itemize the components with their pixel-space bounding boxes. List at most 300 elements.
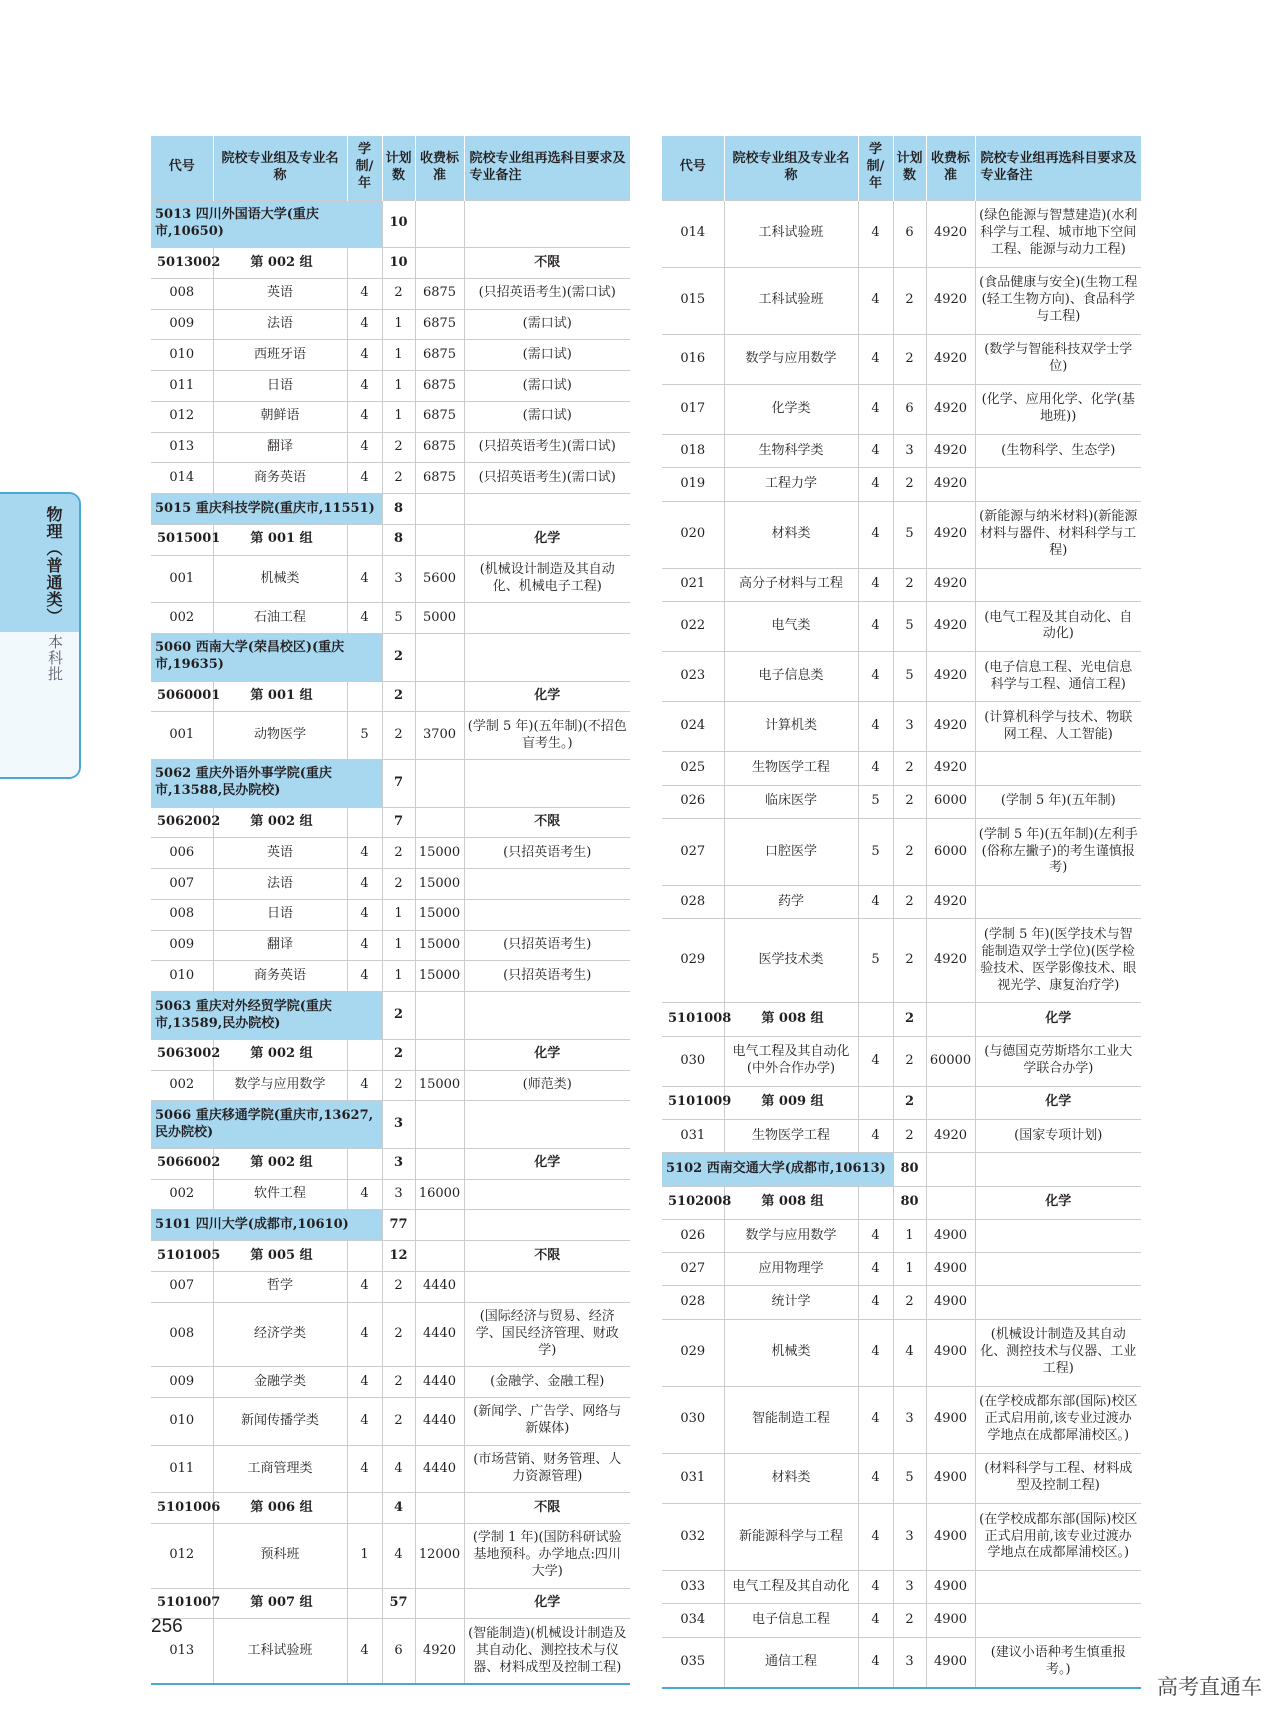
group-code: 5015001 bbox=[151, 524, 213, 555]
major-code: 006 bbox=[151, 838, 213, 869]
fee-cell bbox=[926, 1003, 975, 1036]
plan-count: 77 bbox=[382, 1210, 415, 1241]
tuition-fee: 6875 bbox=[415, 340, 464, 371]
years-cell bbox=[858, 1186, 893, 1219]
major-row bbox=[662, 568, 1141, 601]
major-note: (只招英语考生)(需口试) bbox=[464, 432, 630, 463]
header-code: 代号 bbox=[662, 136, 724, 200]
study-years: 4 bbox=[347, 555, 382, 603]
major-code: 018 bbox=[662, 434, 724, 467]
major-name: 电子信息工程 bbox=[724, 1604, 858, 1637]
major-name: 翻译 bbox=[213, 432, 347, 463]
group-row bbox=[662, 1186, 1141, 1219]
header-years: 学制/年 bbox=[347, 136, 382, 200]
major-code: 002 bbox=[151, 603, 213, 634]
group-code: 5101009 bbox=[662, 1086, 724, 1119]
major-code: 030 bbox=[662, 1036, 724, 1086]
study-years: 4 bbox=[858, 1571, 893, 1604]
header-plan: 计划数 bbox=[893, 136, 926, 200]
group-name: 第 001 组 bbox=[213, 524, 347, 555]
study-years: 4 bbox=[858, 1036, 893, 1086]
major-row bbox=[662, 1286, 1141, 1319]
plan-count: 2 bbox=[382, 1039, 415, 1070]
major-name: 生物医学工程 bbox=[724, 752, 858, 785]
major-code: 008 bbox=[151, 899, 213, 930]
fee-cell bbox=[415, 1039, 464, 1070]
major-note bbox=[975, 568, 1141, 601]
major-code: 009 bbox=[151, 1367, 213, 1398]
group-row bbox=[662, 1086, 1141, 1119]
study-years: 4 bbox=[347, 278, 382, 309]
side-tab-bottom bbox=[0, 632, 79, 777]
major-row bbox=[662, 1604, 1141, 1637]
major-name: 数学与应用数学 bbox=[213, 1070, 347, 1101]
major-note: (计算机科学与技术、物联网工程、人工智能) bbox=[975, 702, 1141, 752]
major-name: 英语 bbox=[213, 278, 347, 309]
plan-count: 2 bbox=[382, 432, 415, 463]
major-code: 010 bbox=[151, 1398, 213, 1446]
university-row bbox=[151, 760, 630, 808]
major-row bbox=[662, 1637, 1141, 1688]
major-name: 机械类 bbox=[724, 1319, 858, 1386]
university-row bbox=[151, 634, 630, 682]
plan-count: 6 bbox=[893, 200, 926, 267]
major-code: 030 bbox=[662, 1386, 724, 1453]
major-row bbox=[662, 652, 1141, 702]
major-code: 034 bbox=[662, 1604, 724, 1637]
study-years: 4 bbox=[347, 432, 382, 463]
tuition-fee: 15000 bbox=[415, 1070, 464, 1101]
plan-count: 1 bbox=[382, 371, 415, 402]
major-row bbox=[151, 1398, 630, 1446]
major-code: 014 bbox=[662, 200, 724, 267]
major-code: 010 bbox=[151, 340, 213, 371]
major-name: 日语 bbox=[213, 371, 347, 402]
group-row bbox=[151, 1493, 630, 1524]
group-row bbox=[151, 524, 630, 555]
tuition-fee: 16000 bbox=[415, 1179, 464, 1210]
major-note: (智能制造)(机械设计制造及其自动化、测控技术与仪器、材料成型及控制工程) bbox=[464, 1619, 630, 1684]
major-code: 019 bbox=[662, 468, 724, 501]
university-name: 5063 重庆对外经贸学院(重庆市,13589,民办院校) bbox=[151, 992, 382, 1040]
major-note bbox=[975, 1286, 1141, 1319]
tuition-fee: 6000 bbox=[926, 818, 975, 885]
major-code: 001 bbox=[151, 555, 213, 603]
major-name: 通信工程 bbox=[724, 1637, 858, 1688]
plan-count: 2 bbox=[893, 785, 926, 818]
tuition-fee: 4920 bbox=[926, 267, 975, 334]
study-years: 4 bbox=[858, 1119, 893, 1152]
major-note: (电气工程及其自动化、自动化) bbox=[975, 601, 1141, 651]
major-row bbox=[662, 785, 1141, 818]
tuition-fee: 5000 bbox=[415, 603, 464, 634]
major-row bbox=[151, 712, 630, 760]
plan-count: 5 bbox=[893, 501, 926, 568]
major-row bbox=[151, 603, 630, 634]
plan-count: 2 bbox=[893, 568, 926, 601]
major-row bbox=[151, 555, 630, 603]
tuition-fee: 4900 bbox=[926, 1571, 975, 1604]
major-name: 药学 bbox=[724, 886, 858, 919]
plan-count: 10 bbox=[382, 248, 415, 279]
university-row bbox=[151, 494, 630, 525]
major-name: 经济学类 bbox=[213, 1302, 347, 1367]
fee-cell bbox=[415, 1588, 464, 1619]
plan-count: 3 bbox=[893, 702, 926, 752]
major-name: 工程力学 bbox=[724, 468, 858, 501]
subject-requirement: 化学 bbox=[464, 1588, 630, 1619]
note-cell bbox=[464, 1210, 630, 1241]
plan-count: 2 bbox=[382, 463, 415, 494]
major-name: 软件工程 bbox=[213, 1179, 347, 1210]
tuition-fee: 4900 bbox=[926, 1503, 975, 1570]
major-row bbox=[662, 501, 1141, 568]
major-code: 028 bbox=[662, 886, 724, 919]
major-name: 电气类 bbox=[724, 601, 858, 651]
tuition-fee: 4920 bbox=[926, 919, 975, 1003]
major-name: 新闻传播学类 bbox=[213, 1398, 347, 1446]
major-row bbox=[151, 838, 630, 869]
plan-count: 3 bbox=[382, 1101, 415, 1149]
major-note bbox=[975, 468, 1141, 501]
major-note: (生物科学、生态学) bbox=[975, 434, 1141, 467]
plan-count: 4 bbox=[382, 1445, 415, 1493]
group-name: 第 002 组 bbox=[213, 1039, 347, 1070]
tuition-fee: 60000 bbox=[926, 1036, 975, 1086]
plan-count: 2 bbox=[893, 334, 926, 384]
plan-count: 2 bbox=[382, 1271, 415, 1302]
major-row bbox=[662, 752, 1141, 785]
major-note: (在学校成都东部(国际)校区正式启用前,该专业过渡办学地点在成都犀浦校区。) bbox=[975, 1386, 1141, 1453]
plan-count: 2 bbox=[382, 681, 415, 712]
study-years: 4 bbox=[858, 267, 893, 334]
plan-count: 3 bbox=[893, 1503, 926, 1570]
plan-count: 6 bbox=[382, 1619, 415, 1684]
years-cell bbox=[347, 1588, 382, 1619]
plan-count: 2 bbox=[382, 1367, 415, 1398]
major-note: (国家专项计划) bbox=[975, 1119, 1141, 1152]
major-note bbox=[464, 1179, 630, 1210]
major-note: (机械设计制造及其自动化、机械电子工程) bbox=[464, 555, 630, 603]
major-row bbox=[662, 1386, 1141, 1453]
plan-count: 1 bbox=[382, 340, 415, 371]
major-row bbox=[662, 1319, 1141, 1386]
years-cell bbox=[347, 1241, 382, 1272]
university-name: 5015 重庆科技学院(重庆市,11551) bbox=[151, 494, 382, 525]
major-row bbox=[151, 309, 630, 340]
study-years: 4 bbox=[347, 930, 382, 961]
tuition-fee: 3700 bbox=[415, 712, 464, 760]
group-code: 5062002 bbox=[151, 807, 213, 838]
plan-count: 2 bbox=[893, 1286, 926, 1319]
fee-cell bbox=[415, 634, 464, 682]
major-note: (绿色能源与智慧建造)(水利科学与工程、城市地下空间工程、能源与动力工程) bbox=[975, 200, 1141, 267]
major-note: (需口试) bbox=[464, 401, 630, 432]
plan-count: 2 bbox=[893, 1003, 926, 1036]
major-note: (金融学、金融工程) bbox=[464, 1367, 630, 1398]
group-row bbox=[151, 807, 630, 838]
fee-cell bbox=[415, 1101, 464, 1149]
major-row bbox=[151, 401, 630, 432]
major-row bbox=[662, 384, 1141, 434]
major-note: (学制 5 年)(五年制) bbox=[975, 785, 1141, 818]
major-code: 031 bbox=[662, 1119, 724, 1152]
major-row bbox=[662, 818, 1141, 885]
major-row bbox=[151, 1524, 630, 1589]
study-years: 4 bbox=[858, 334, 893, 384]
group-code: 5101008 bbox=[662, 1003, 724, 1036]
major-note bbox=[464, 869, 630, 900]
years-cell bbox=[347, 248, 382, 279]
note-cell bbox=[464, 200, 630, 248]
study-years: 4 bbox=[347, 1302, 382, 1367]
group-code: 5102008 bbox=[662, 1186, 724, 1219]
major-row bbox=[151, 1070, 630, 1101]
tuition-fee: 15000 bbox=[415, 930, 464, 961]
plan-count: 80 bbox=[893, 1153, 926, 1186]
fee-cell bbox=[415, 248, 464, 279]
major-name: 统计学 bbox=[724, 1286, 858, 1319]
major-name: 计算机类 bbox=[724, 702, 858, 752]
major-row bbox=[662, 702, 1141, 752]
subject-requirement: 化学 bbox=[464, 1148, 630, 1179]
subject-requirement: 化学 bbox=[464, 524, 630, 555]
major-note: (学制 5 年)(医学技术与智能制造双学士学位)(医学检验技术、医学影像技术、眼视光学、康复治疗学) bbox=[975, 919, 1141, 1003]
fee-cell bbox=[415, 1493, 464, 1524]
fee-cell bbox=[415, 494, 464, 525]
major-name: 动物医学 bbox=[213, 712, 347, 760]
plan-count: 2 bbox=[893, 1036, 926, 1086]
major-name: 生物科学类 bbox=[724, 434, 858, 467]
major-row bbox=[151, 278, 630, 309]
study-years: 4 bbox=[858, 752, 893, 785]
plan-count: 2 bbox=[382, 1398, 415, 1446]
study-years: 4 bbox=[858, 886, 893, 919]
group-code: 5063002 bbox=[151, 1039, 213, 1070]
plan-count: 2 bbox=[382, 992, 415, 1040]
major-row bbox=[662, 886, 1141, 919]
study-years: 4 bbox=[347, 899, 382, 930]
major-row bbox=[151, 432, 630, 463]
major-code: 024 bbox=[662, 702, 724, 752]
plan-count: 2 bbox=[382, 634, 415, 682]
fee-cell bbox=[415, 1210, 464, 1241]
major-code: 033 bbox=[662, 1571, 724, 1604]
tuition-fee: 4900 bbox=[926, 1319, 975, 1386]
study-years: 4 bbox=[858, 1253, 893, 1286]
major-code: 012 bbox=[151, 1524, 213, 1589]
major-note bbox=[464, 603, 630, 634]
major-name: 口腔医学 bbox=[724, 818, 858, 885]
fee-cell bbox=[415, 524, 464, 555]
major-row bbox=[662, 1571, 1141, 1604]
group-name: 第 008 组 bbox=[724, 1003, 858, 1036]
section-side-tab bbox=[0, 492, 81, 779]
study-years: 4 bbox=[858, 1219, 893, 1252]
tuition-fee: 4900 bbox=[926, 1286, 975, 1319]
major-row bbox=[151, 899, 630, 930]
study-years: 4 bbox=[858, 434, 893, 467]
study-years: 4 bbox=[347, 1179, 382, 1210]
subject-requirement: 不限 bbox=[464, 1241, 630, 1272]
tuition-fee: 4920 bbox=[926, 601, 975, 651]
tuition-fee: 4920 bbox=[926, 568, 975, 601]
major-row bbox=[662, 1036, 1141, 1086]
major-name: 新能源科学与工程 bbox=[724, 1503, 858, 1570]
major-note: (市场营销、财务管理、人力资源管理) bbox=[464, 1445, 630, 1493]
group-code: 5101007 bbox=[151, 1588, 213, 1619]
fee-cell bbox=[415, 681, 464, 712]
tuition-fee: 4900 bbox=[926, 1637, 975, 1688]
university-row bbox=[151, 992, 630, 1040]
plan-count: 2 bbox=[893, 752, 926, 785]
plan-count: 2 bbox=[382, 869, 415, 900]
page-number: 256 bbox=[151, 1616, 183, 1637]
subject-requirement: 化学 bbox=[975, 1086, 1141, 1119]
major-code: 008 bbox=[151, 278, 213, 309]
major-code: 027 bbox=[662, 1253, 724, 1286]
group-name: 第 002 组 bbox=[213, 248, 347, 279]
major-code: 016 bbox=[662, 334, 724, 384]
major-name: 高分子材料与工程 bbox=[724, 568, 858, 601]
tuition-fee: 4920 bbox=[926, 468, 975, 501]
study-years: 4 bbox=[347, 340, 382, 371]
major-name: 应用物理学 bbox=[724, 1253, 858, 1286]
major-row bbox=[662, 334, 1141, 384]
plan-count: 3 bbox=[893, 1386, 926, 1453]
major-note: (建议小语种考生慎重报考。) bbox=[975, 1637, 1141, 1688]
plan-count: 5 bbox=[382, 603, 415, 634]
note-cell bbox=[464, 1101, 630, 1149]
major-code: 009 bbox=[151, 930, 213, 961]
tuition-fee: 15000 bbox=[415, 961, 464, 992]
major-note: (只招英语考生) bbox=[464, 961, 630, 992]
group-name: 第 002 组 bbox=[213, 807, 347, 838]
major-row bbox=[151, 961, 630, 992]
table-header-row bbox=[662, 136, 1141, 200]
plan-count: 3 bbox=[382, 1148, 415, 1179]
major-note: (学制 1 年)(国防科研试验基地预科。办学地点:四川大学) bbox=[464, 1524, 630, 1589]
major-name: 机械类 bbox=[213, 555, 347, 603]
major-code: 008 bbox=[151, 1302, 213, 1367]
major-note: (师范类) bbox=[464, 1070, 630, 1101]
major-row bbox=[151, 1179, 630, 1210]
tuition-fee: 4920 bbox=[926, 702, 975, 752]
plan-count: 2 bbox=[893, 267, 926, 334]
major-name: 石油工程 bbox=[213, 603, 347, 634]
major-name: 材料类 bbox=[724, 501, 858, 568]
tuition-fee: 4900 bbox=[926, 1386, 975, 1453]
plan-count: 3 bbox=[893, 434, 926, 467]
major-name: 工科试验班 bbox=[213, 1619, 347, 1684]
plan-count: 4 bbox=[382, 1524, 415, 1589]
tuition-fee: 4920 bbox=[926, 886, 975, 919]
major-name: 英语 bbox=[213, 838, 347, 869]
subject-requirement: 化学 bbox=[464, 681, 630, 712]
study-years: 4 bbox=[347, 1398, 382, 1446]
plan-count: 3 bbox=[382, 555, 415, 603]
group-code: 5101006 bbox=[151, 1493, 213, 1524]
major-name: 生物医学工程 bbox=[724, 1119, 858, 1152]
group-name: 第 007 组 bbox=[213, 1588, 347, 1619]
plan-count: 2 bbox=[893, 818, 926, 885]
subject-requirement: 不限 bbox=[464, 248, 630, 279]
university-name: 5066 重庆移通学院(重庆市,13627,民办院校) bbox=[151, 1101, 382, 1149]
study-years: 4 bbox=[347, 309, 382, 340]
plan-count: 2 bbox=[382, 278, 415, 309]
plan-count: 2 bbox=[382, 838, 415, 869]
tuition-fee: 4900 bbox=[926, 1604, 975, 1637]
table-header-row bbox=[151, 136, 630, 200]
study-years: 4 bbox=[858, 384, 893, 434]
study-years: 4 bbox=[347, 1070, 382, 1101]
major-note bbox=[464, 899, 630, 930]
plan-count: 1 bbox=[382, 899, 415, 930]
fee-cell bbox=[415, 1241, 464, 1272]
major-note: (电子信息工程、光电信息科学与工程、通信工程) bbox=[975, 652, 1141, 702]
years-cell bbox=[347, 681, 382, 712]
group-row bbox=[151, 1148, 630, 1179]
group-code: 5101005 bbox=[151, 1241, 213, 1272]
plan-count: 7 bbox=[382, 760, 415, 808]
study-years: 5 bbox=[347, 712, 382, 760]
years-cell bbox=[858, 1086, 893, 1119]
major-code: 011 bbox=[151, 1445, 213, 1493]
subject-requirement: 化学 bbox=[975, 1186, 1141, 1219]
tuition-fee: 6875 bbox=[415, 278, 464, 309]
study-years: 4 bbox=[347, 838, 382, 869]
plan-count: 1 bbox=[382, 401, 415, 432]
side-tab-batch: 本科批 bbox=[46, 634, 64, 682]
major-name: 翻译 bbox=[213, 930, 347, 961]
plan-count: 2 bbox=[893, 1086, 926, 1119]
tuition-fee: 4920 bbox=[926, 1119, 975, 1152]
years-cell bbox=[347, 1148, 382, 1179]
tuition-fee: 15000 bbox=[415, 838, 464, 869]
major-code: 002 bbox=[151, 1179, 213, 1210]
major-note: (国际经济与贸易、经济学、国民经济管理、财政学) bbox=[464, 1302, 630, 1367]
university-name: 5101 四川大学(成都市,10610) bbox=[151, 1210, 382, 1241]
tuition-fee: 4920 bbox=[926, 384, 975, 434]
group-row bbox=[151, 1241, 630, 1272]
header-plan: 计划数 bbox=[382, 136, 415, 200]
major-code: 028 bbox=[662, 1286, 724, 1319]
major-name: 化学类 bbox=[724, 384, 858, 434]
major-row bbox=[662, 1503, 1141, 1570]
major-name: 材料类 bbox=[724, 1453, 858, 1503]
plan-count: 2 bbox=[893, 1119, 926, 1152]
major-row bbox=[151, 1367, 630, 1398]
plan-count: 2 bbox=[893, 468, 926, 501]
tuition-fee: 6875 bbox=[415, 309, 464, 340]
major-note bbox=[975, 1604, 1141, 1637]
plan-count: 6 bbox=[893, 384, 926, 434]
table-body-left bbox=[151, 200, 630, 1684]
major-name: 数学与应用数学 bbox=[724, 334, 858, 384]
major-name: 数学与应用数学 bbox=[724, 1219, 858, 1252]
header-requirement: 院校专业组再选科目要求及专业备注 bbox=[975, 136, 1141, 200]
fee-cell bbox=[415, 992, 464, 1040]
study-years: 4 bbox=[347, 1619, 382, 1684]
plan-count: 2 bbox=[382, 1302, 415, 1367]
tuition-fee: 4440 bbox=[415, 1445, 464, 1493]
header-code: 代号 bbox=[151, 136, 213, 200]
group-row bbox=[151, 1039, 630, 1070]
study-years: 4 bbox=[858, 1453, 893, 1503]
major-note: (需口试) bbox=[464, 371, 630, 402]
university-row bbox=[151, 1210, 630, 1241]
fee-cell bbox=[926, 1186, 975, 1219]
